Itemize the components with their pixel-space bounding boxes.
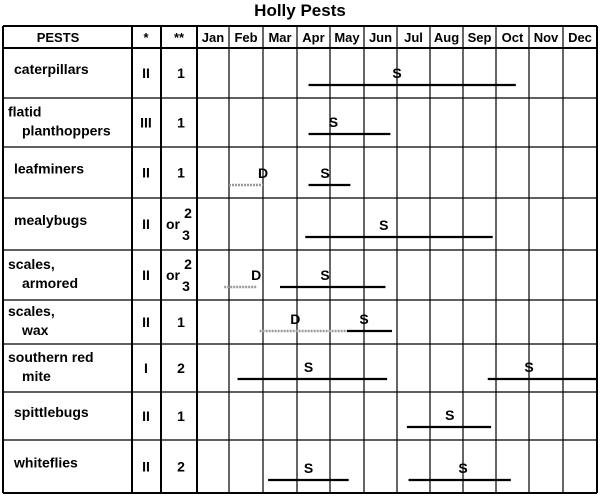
header-double-star: ** — [173, 30, 185, 45]
severity-value: II — [142, 408, 150, 424]
generations-value: 1 — [177, 314, 185, 330]
severity-value: III — [140, 114, 152, 131]
pest-name: leafminers — [14, 160, 85, 177]
header-month-sep: Sep — [467, 30, 492, 45]
dormant-marker: D — [257, 165, 269, 181]
severity-value: II — [142, 65, 150, 81]
pest-name: mealybugs — [14, 212, 88, 228]
generations-value: 1 — [177, 408, 185, 424]
generations-value: 2 — [177, 360, 185, 376]
header-pests: PESTS — [36, 30, 80, 45]
spray-marker: S — [328, 114, 339, 130]
pest-name: caterpillars — [14, 61, 89, 77]
generations-value: 1 — [177, 65, 185, 81]
pest-name-line2: wax — [22, 322, 49, 338]
header-month-may: May — [334, 30, 360, 45]
severity-value: II — [142, 458, 150, 475]
header-month-aug: Aug — [433, 30, 460, 45]
generations-value-a: 2 — [184, 205, 192, 221]
pest-name-line2: planthoppers — [22, 122, 111, 139]
spray-marker: S — [458, 460, 468, 476]
chart-title: Holly Pests — [254, 1, 346, 20]
header-month-jun: Jun — [368, 30, 393, 45]
spray-marker: S — [359, 311, 369, 327]
pest-name-line1: scales, — [8, 303, 55, 319]
dormant-marker: D — [251, 267, 262, 283]
severity-value: II — [142, 164, 150, 181]
header-star: * — [143, 30, 149, 45]
pest-name-line1: scales, — [8, 256, 55, 272]
header-month-dec: Dec — [568, 30, 592, 45]
generations-value: 1 — [177, 164, 185, 181]
dormant-marker: D — [290, 311, 301, 327]
spray-marker: S — [320, 165, 330, 181]
generations-or: or — [166, 267, 180, 283]
header-month-jul: Jul — [404, 30, 423, 45]
pest-name-line2: armored — [22, 275, 79, 291]
generations-value: 1 — [177, 114, 185, 131]
severity-value: II — [142, 314, 150, 330]
spray-marker: S — [303, 460, 314, 476]
spray-marker: S — [379, 217, 389, 233]
generations-value-b: 3 — [182, 278, 190, 294]
spray-marker: S — [524, 359, 534, 375]
pest-name: whiteflies — [14, 454, 78, 471]
pest-name-line1: flatid — [8, 103, 42, 120]
spray-marker: S — [303, 359, 314, 375]
spray-marker: S — [445, 407, 455, 423]
generations-or: or — [166, 216, 180, 232]
header-month-oct: Oct — [501, 30, 524, 45]
severity-value: I — [144, 360, 148, 376]
spray-marker: S — [320, 267, 330, 283]
spray-marker: S — [392, 65, 402, 81]
generations-value: 2 — [177, 458, 185, 475]
severity-value: II — [142, 216, 150, 232]
header-month-jan: Jan — [201, 30, 225, 45]
header-month-feb: Feb — [234, 30, 258, 45]
pest-name-line2: mite — [22, 368, 51, 384]
pest-name: spittlebugs — [14, 404, 89, 420]
generations-value-a: 2 — [184, 256, 192, 272]
severity-value: II — [142, 267, 150, 283]
pest-name-line1: southern red — [8, 349, 94, 365]
header-month-apr: Apr — [302, 30, 325, 45]
generations-value-b: 3 — [182, 227, 190, 243]
header-month-mar: Mar — [268, 30, 292, 45]
header-month-nov: Nov — [533, 30, 559, 45]
